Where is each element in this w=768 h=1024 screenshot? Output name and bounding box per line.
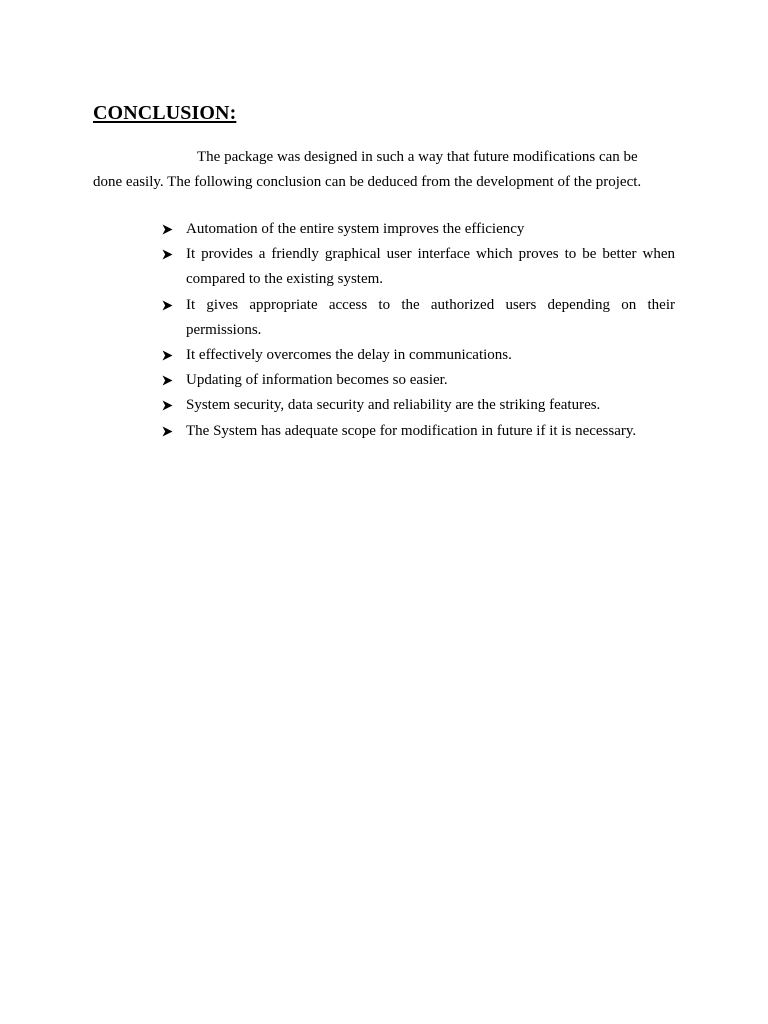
conclusion-list: [162, 217, 675, 444]
list-item: [162, 419, 675, 444]
intro-line-2: done easily. The following conclusion can be deduced from the development of the project.: [93, 174, 642, 190]
list-item: [162, 293, 675, 343]
arrowhead-bullet-icon: [162, 393, 176, 418]
arrowhead-bullet-icon: [162, 343, 176, 368]
section-heading: CONCLUSION:: [93, 102, 237, 124]
list-item: [162, 393, 675, 418]
arrowhead-bullet-icon: [162, 293, 176, 318]
list-item-text: The System has adequate scope for modification in future if it is necessary.: [186, 422, 637, 439]
list-item-text: System security, data security and reliability are the striking features.: [186, 397, 601, 414]
intro-line-1: The package was designed in such a way that future modifications can be: [197, 149, 638, 165]
arrowhead-bullet-icon: [162, 419, 176, 444]
list-item: [162, 242, 675, 292]
list-item-text: It provides a friendly graphical user interface which proves to be better when compared to the existing system.: [186, 246, 675, 288]
list-item: [162, 343, 675, 368]
arrowhead-bullet-icon: [162, 368, 176, 393]
list-item: [162, 217, 675, 242]
arrowhead-bullet-icon: [162, 242, 176, 267]
list-item: [162, 368, 675, 393]
list-item-text: It effectively overcomes the delay in communications.: [186, 347, 512, 364]
arrowhead-bullet-icon: [162, 217, 176, 242]
list-item-text: It gives appropriate access to the authorized users depending on their permissions.: [186, 296, 675, 338]
intro-paragraph: [93, 145, 673, 195]
list-item-text: Updating of information becomes so easier.: [186, 372, 448, 389]
list-item-text: Automation of the entire system improves the efficiency: [186, 221, 525, 237]
